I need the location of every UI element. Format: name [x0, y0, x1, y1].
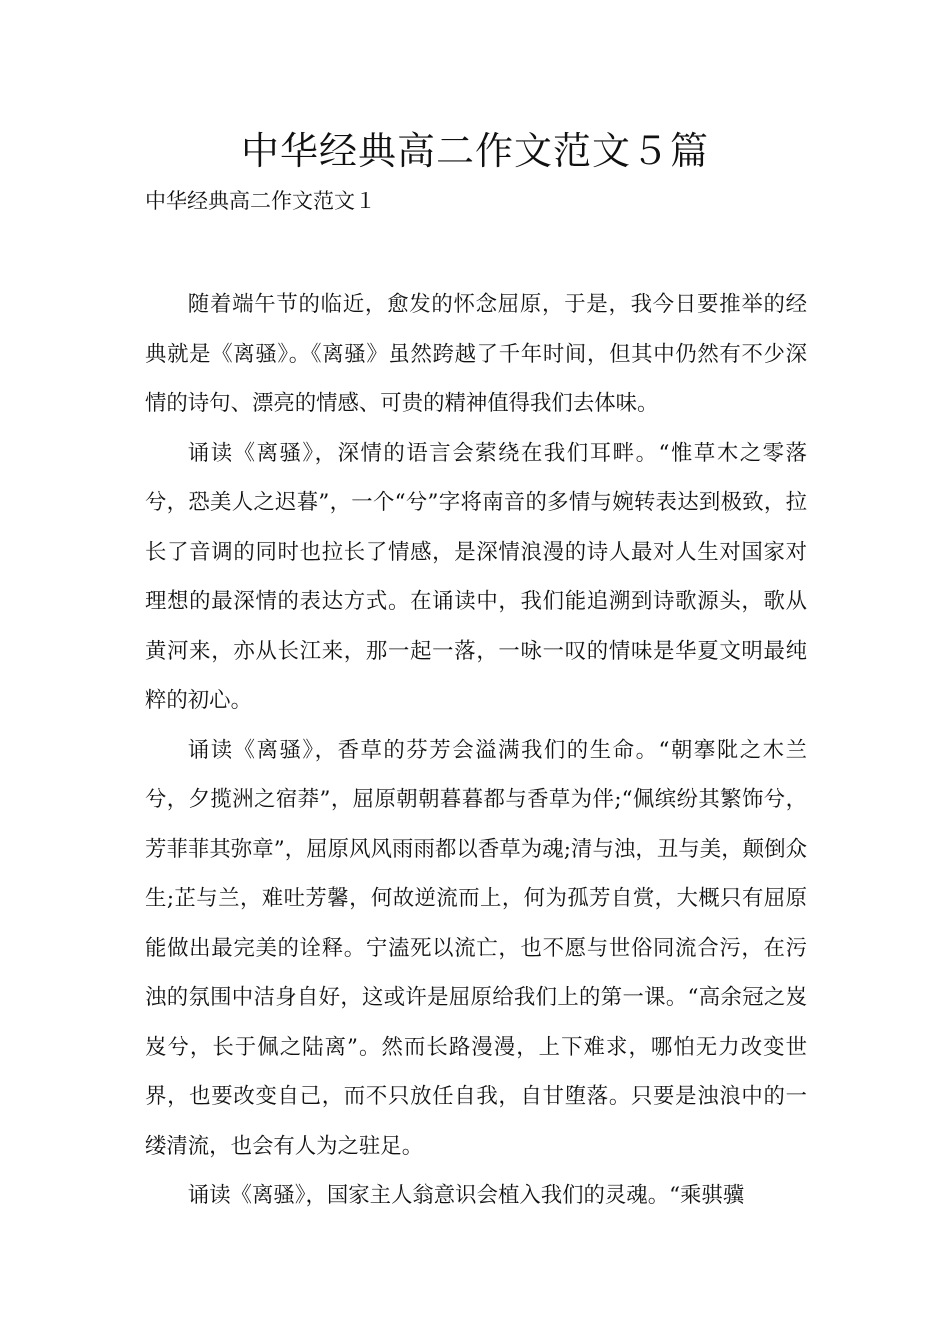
- paragraph: 诵读《离骚》，国家主人翁意识会植入我们的灵魂。“乘骐骥: [187, 1183, 745, 1208]
- paragraph: 随着端午节的临近，愈发的怀念屈原，于是，我今日要推举的经典就是《离骚》。《离骚》虽然跨越了千年时间，但其中仍然有不少深情的诗句、漂亮的情感、可贵的精神值得我们去体味。: [145, 292, 807, 416]
- essay-body: [145, 280, 807, 1221]
- document-title: 中华经典高二作文范文５篇: [240, 129, 709, 173]
- paragraph: 诵读《离骚》，香草的芬芳会溢满我们的生命。“朝搴阰之木兰兮，夕揽洲之宿莽”，屈原朝朝暮暮都与香草为伴;“佩缤纷其繁饰兮，芳菲菲其弥章”，屈原风风雨雨都以香草为魂;清与浊，丑与美，颠倒众生;芷与兰，难吐芳馨，何故逆流而上，何为孤芳自赏，大概只有屈原能做出最完美的诠释。宁溘死以流亡，也不愿与世俗同流合污，在污浊的氛围中洁身自好，这或许是屈原给我们上的第一课。“高余冠之岌岌兮，长于佩之陆离”。然而长路漫漫，上下难求，哪怕无力改变世界，也要改变自己，而不只放任自我，自甘堕落。只要是浊浪中的一缕清流，也会有人为之驻足。: [145, 737, 807, 1159]
- section-heading: 中华经典高二作文范文１: [145, 189, 376, 213]
- paragraph: 诵读《离骚》，深情的语言会萦绕在我们耳畔。“惟草木之零落兮，恐美人之迟暮”，一个“兮”字将南音的多情与婉转表达到极致，拉长了音调的同时也拉长了情感，是深情浪漫的诗人最对人生对国家对理想的最深情的表达方式。在诵读中，我们能追溯到诗歌源头，歌从黄河来，亦从长江来，那一起一落，一咏一叹的情味是华夏文明最纯粹的初心。: [145, 440, 807, 713]
